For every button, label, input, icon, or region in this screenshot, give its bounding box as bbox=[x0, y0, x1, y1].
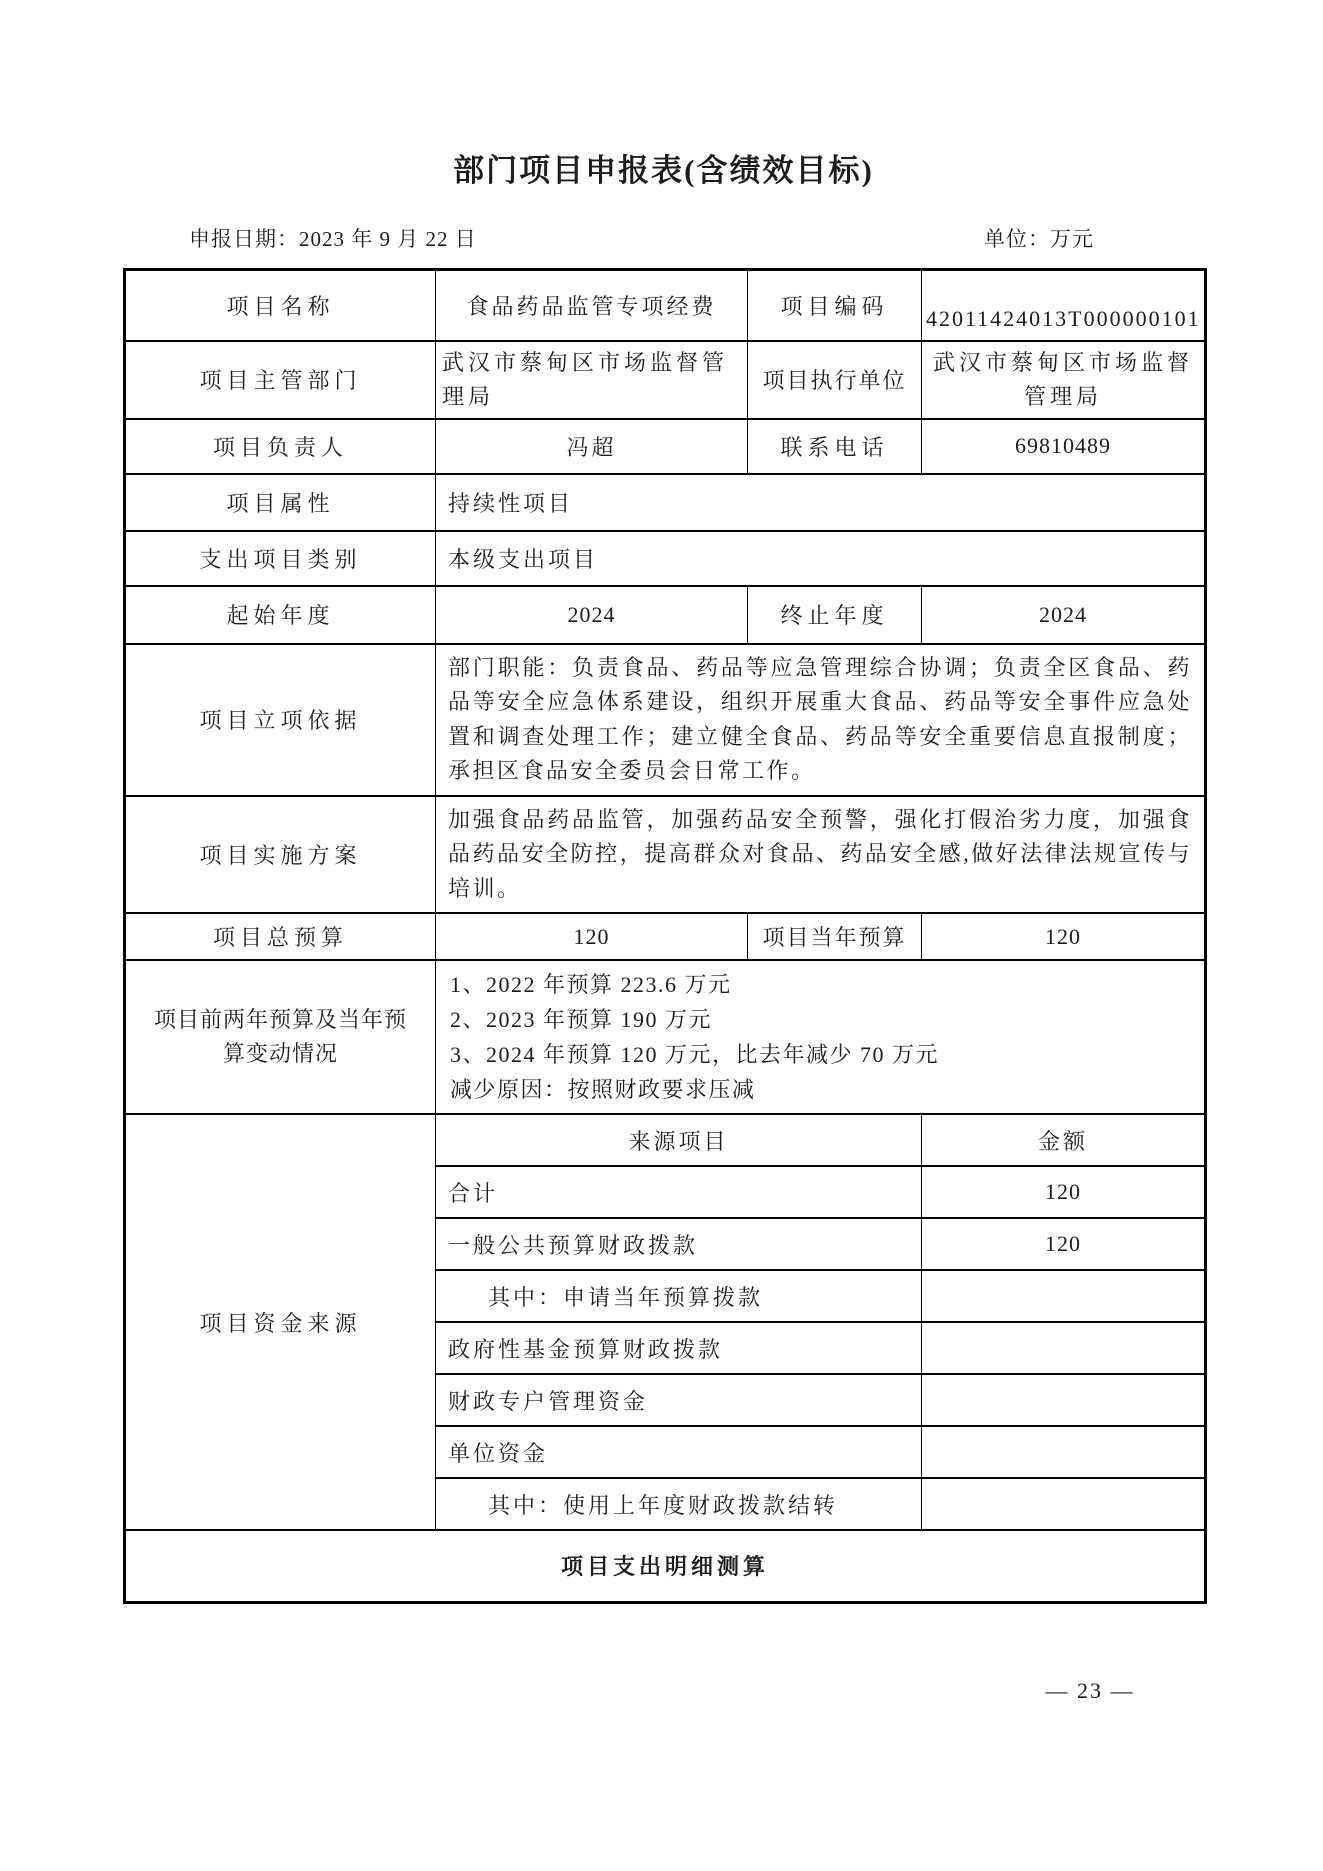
page-title: 部门项目申报表(含绩效目标) bbox=[453, 153, 874, 188]
expense-category-value: 本级支出项目 bbox=[436, 531, 1206, 586]
project-leader-value: 冯超 bbox=[436, 419, 748, 474]
project-attribute-label: 项目属性 bbox=[125, 474, 436, 531]
funding-amount-cell bbox=[922, 1478, 1206, 1530]
meta-row bbox=[123, 226, 1204, 252]
approval-basis-label: 项目立项依据 bbox=[125, 644, 436, 796]
funding-amount-cell bbox=[922, 1322, 1206, 1374]
project-name-label: 项目名称 bbox=[125, 270, 436, 341]
supervisor-dept-value: 武汉市蔡甸区市场监督管理局 bbox=[436, 341, 748, 419]
implementation-plan-value: 加强食品药品监管，加强药品安全预警，强化打假治劣力度，加强食品药品安全防控，提高群众对食品、药品安全感,做好法律法规宣传与培训。 bbox=[436, 796, 1206, 914]
budget-history-value bbox=[436, 960, 1206, 1114]
funding-source-header: 来源项目 bbox=[436, 1114, 922, 1166]
row-approval-basis bbox=[125, 644, 1206, 796]
row-budget bbox=[125, 913, 1206, 960]
row-project-name bbox=[125, 270, 1206, 341]
current-year-budget-label: 项目当年预算 bbox=[748, 913, 922, 960]
detail-section-title: 项目支出明细测算 bbox=[125, 1530, 1206, 1602]
row-expense-category bbox=[125, 531, 1206, 586]
end-year-value: 2024 bbox=[922, 586, 1206, 644]
supervisor-dept-label: 项目主管部门 bbox=[125, 341, 436, 419]
expense-category-label: 支出项目类别 bbox=[125, 531, 436, 586]
executing-unit-label: 项目执行单位 bbox=[748, 341, 922, 419]
contact-phone-label: 联系电话 bbox=[748, 419, 922, 474]
funding-amount-cell: 120 bbox=[922, 1218, 1206, 1270]
approval-basis-value: 部门职能：负责食品、药品等应急管理综合协调；负责全区食品、药品等安全应急体系建设，组织开展重大食品、药品等安全事件应急处置和调查处理工作；建立健全食品、药品等安全重要信息直报制度；承担区食品安全委员会日常工作。 bbox=[436, 644, 1206, 796]
funding-amount-cell: 120 bbox=[922, 1166, 1206, 1218]
project-name-value: 食品药品监管专项经费 bbox=[436, 270, 748, 341]
funding-source-cell: 其中：使用上年度财政拨款结转 bbox=[436, 1478, 922, 1530]
budget-history-line: 减少原因：按照财政要求压减 bbox=[450, 1077, 756, 1102]
executing-unit-value: 武汉市蔡甸区市场监督管理局 bbox=[922, 341, 1206, 419]
budget-history-label: 项目前两年预算及当年预算变动情况 bbox=[125, 960, 436, 1114]
document-page bbox=[123, 0, 1204, 1604]
funding-amount-cell bbox=[922, 1426, 1206, 1478]
budget-history-line: 2、2023 年预算 190 万元 bbox=[450, 1007, 713, 1032]
row-project-attribute bbox=[125, 474, 1206, 531]
project-code-label: 项目编码 bbox=[748, 270, 922, 341]
contact-phone-value: 69810489 bbox=[922, 419, 1206, 474]
funding-amount-header: 金额 bbox=[922, 1114, 1206, 1166]
end-year-label: 终止年度 bbox=[748, 586, 922, 644]
report-date: 申报日期：2023 年 9 月 22 日 bbox=[189, 227, 477, 251]
total-budget-label: 项目总预算 bbox=[125, 913, 436, 960]
row-supervisor-dept bbox=[125, 341, 1206, 419]
funding-source-cell: 一般公共预算财政拨款 bbox=[436, 1218, 922, 1270]
funding-header-row bbox=[125, 1114, 1206, 1166]
start-year-value: 2024 bbox=[436, 586, 748, 644]
budget-history-line: 1、2022 年预算 223.6 万元 bbox=[450, 972, 732, 997]
funding-source-cell: 其中：申请当年预算拨款 bbox=[436, 1270, 922, 1322]
project-leader-label: 项目负责人 bbox=[125, 419, 436, 474]
total-budget-value: 120 bbox=[436, 913, 748, 960]
funding-amount-cell bbox=[922, 1270, 1206, 1322]
funding-section-label: 项目资金来源 bbox=[125, 1114, 436, 1530]
funding-source-cell: 政府性基金预算财政拨款 bbox=[436, 1322, 922, 1374]
start-year-label: 起始年度 bbox=[125, 586, 436, 644]
implementation-plan-label: 项目实施方案 bbox=[125, 796, 436, 914]
funding-amount-cell bbox=[922, 1374, 1206, 1426]
budget-history-line: 3、2024 年预算 120 万元，比去年减少 70 万元 bbox=[450, 1042, 940, 1067]
project-code-value: 42011424013T000000101 bbox=[922, 270, 1206, 341]
row-project-leader bbox=[125, 419, 1206, 474]
row-implementation-plan bbox=[125, 796, 1206, 914]
detail-section-row bbox=[125, 1530, 1206, 1602]
row-years bbox=[125, 586, 1206, 644]
project-attribute-value: 持续性项目 bbox=[436, 474, 1206, 531]
current-year-budget-value: 120 bbox=[922, 913, 1206, 960]
row-budget-history bbox=[125, 960, 1206, 1114]
page-number: — 23 — bbox=[1045, 1678, 1135, 1703]
funding-source-cell: 财政专户管理资金 bbox=[436, 1374, 922, 1426]
funding-source-cell: 单位资金 bbox=[436, 1426, 922, 1478]
unit-label: 单位：万元 bbox=[984, 227, 1094, 251]
funding-source-cell: 合计 bbox=[436, 1166, 922, 1218]
application-form-table bbox=[123, 268, 1207, 1604]
